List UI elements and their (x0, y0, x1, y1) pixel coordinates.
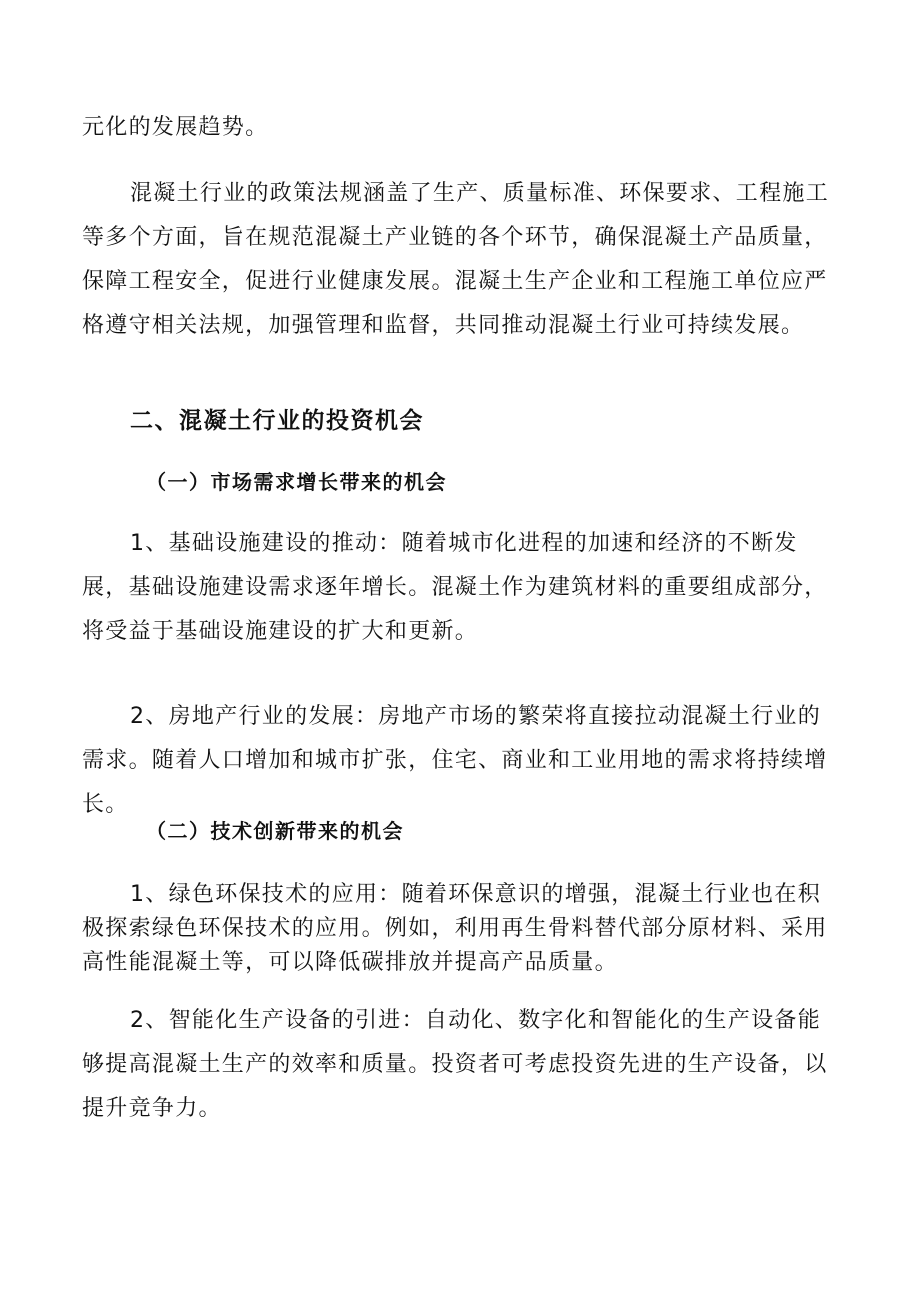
subsection-heading-1: （一）市场需求增长带来的机会 (146, 470, 447, 494)
intro-paragraph: 混凝土行业的政策法规涵盖了生产、质量标准、环保要求、工程施工等多个方面，旨在规范混凝土产业链的各个环节，确保混凝土产品质量，保障工程安全，促进行业健康发展。混凝土生产企业和工程施工单位应严格遵守相关法规，加强管理和监督，共同推动混凝土行业可持续发展。 (82, 181, 830, 338)
section-heading: 二、混凝土行业的投资机会 (130, 408, 424, 434)
paragraph-infrastructure: 1、基础设施建设的推动：随着城市化进程的加速和经济的不断发展，基础设施建设需求逐年增长。混凝土作为建筑材料的重要组成部分，将受益于基础设施建设的扩大和更新。 (82, 531, 828, 644)
continuation-text: 元化的发展趋势。 (82, 115, 269, 140)
subsection-heading-2: （二）技术创新带来的机会 (146, 819, 404, 843)
paragraph-green-tech: 1、绿色环保技术的应用：随着环保意识的增强，混凝土行业也在积极探索绿色环保技术的应用。例如，利用再生骨料替代部分原材料、采用高性能混凝土等，可以降低碳排放并提高产品质量。 (82, 882, 828, 975)
paragraph-smart-equipment: 2、智能化生产设备的引进：自动化、数字化和智能化的生产设备能够提高混凝土生产的效率和质量。投资者可考虑投资先进的生产设备，以提升竞争力。 (82, 1008, 828, 1121)
paragraph-real-estate: 2、房地产行业的发展：房地产市场的繁荣将直接拉动混凝土行业的需求。随着人口增加和城市扩张，住宅、商业和工业用地的需求将持续增长。 (82, 704, 828, 817)
